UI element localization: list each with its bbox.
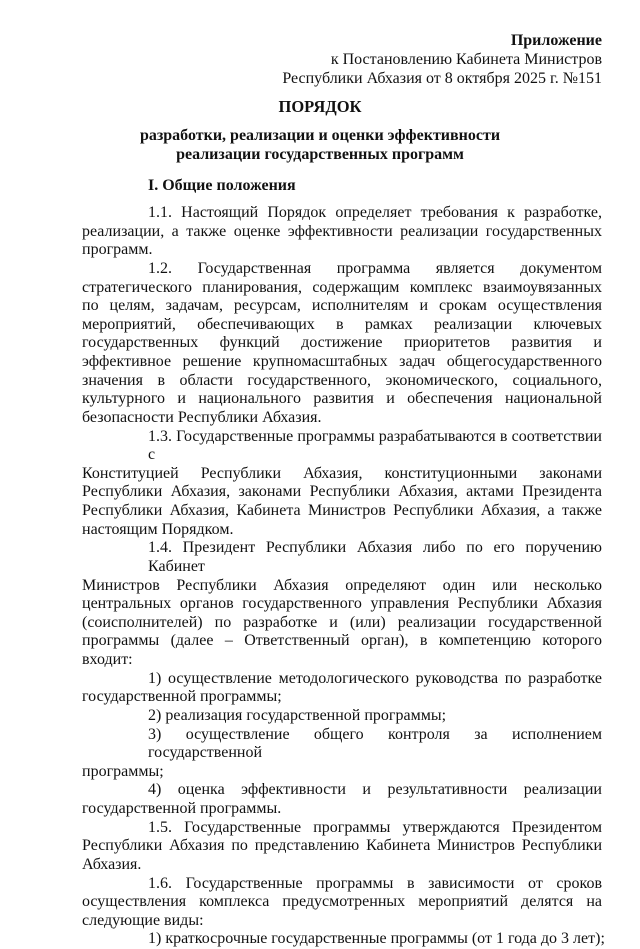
document-subtitle <box>40 126 600 164</box>
paragraph-line: 3) осуществление общего контроля за исполнением государственной <box>148 725 602 762</box>
paragraph-line: по целям, задачам, ресурсам, исполнителям и срокам осуществления <box>82 297 602 315</box>
paragraph-line: стратегического планирования, содержащим комплекс взаимоувязанных <box>82 278 602 296</box>
appendix-line: к Постановлению Кабинета Министров <box>330 51 602 68</box>
paragraph-line: 2) реализация государственной программы; <box>148 706 447 724</box>
paragraph-line: центральных органов государственного управления Республики Абхазия <box>82 595 602 613</box>
paragraph-line: значения в области государственного, экономического, социального, <box>82 371 602 389</box>
paragraph-line: мероприятий, обеспечивающих в рамках реализации ключевых <box>82 315 602 333</box>
paragraph-line: настоящим Порядком. <box>82 520 234 538</box>
subtitle-line: разработки, реализации и оценки эффективности <box>139 127 501 144</box>
paragraph-line: 1) осуществление методологического руководства по разработке <box>148 669 602 687</box>
paragraph-line: государственной программы. <box>82 800 282 817</box>
paragraph <box>82 875 602 931</box>
paragraph <box>82 204 602 260</box>
appendix-header <box>282 31 602 88</box>
paragraph-line: 1.4. Президент Республики Абхазия либо по его поручению Кабинет <box>148 539 602 575</box>
paragraph-line: (соисполнителей) по разработке и (или) реализации государственной <box>82 613 602 631</box>
paragraph-line: Республики Абхазия, законами Республики Абхазия, актами Президента <box>82 483 602 501</box>
paragraph-line: Республики Абхазия по представлению Кабинета Министров Республики <box>82 837 602 855</box>
paragraph-line: эффективное решение крупномасштабных задач общегосударственного <box>82 353 602 370</box>
paragraph-line: 1.6. Государственные программы в зависимости от сроков <box>148 874 602 892</box>
paragraph-line: реализации, а также оценке эффективности реализации государственных <box>82 222 602 240</box>
paragraph <box>82 726 602 782</box>
document-title: ПОРЯДОК <box>278 97 362 116</box>
subtitle-line: реализации государственных программ <box>176 146 464 163</box>
paragraph <box>82 930 605 949</box>
paragraph-line: следующие виды: <box>82 911 204 929</box>
paragraph-line: государственной программы; <box>82 688 282 706</box>
paragraph-line: 1.2. Государственная программа является документом <box>148 259 602 277</box>
paragraph-line: осуществления комплекса предусмотренных мероприятий делятся на <box>82 893 602 911</box>
paragraph-line: входит: <box>82 651 133 668</box>
paragraph <box>82 260 602 428</box>
paragraph-line: Абхазия. <box>82 855 142 873</box>
paragraph-line: Министров Республики Абхазия определяют один или несколько <box>82 576 602 594</box>
document-body <box>82 204 605 949</box>
paragraph-line: Республики Абхазия, Кабинета Министров Республики Абхазия, а также <box>82 502 602 519</box>
paragraph-line: безопасности Республики Абхазия. <box>82 408 322 426</box>
appendix-line: Республики Абхазия от 8 октября 2025 г. №151 <box>282 70 602 87</box>
section-heading: I. Общие положения <box>148 177 296 194</box>
paragraph <box>82 819 602 875</box>
paragraph-line: программы (далее – Ответственный орган), в компетенцию которого <box>82 632 602 650</box>
paragraph-line: 1.1. Настоящий Порядок определяет требования к разработке, <box>148 204 602 221</box>
paragraph-line: государственных функций достижение приоритетов развития и <box>82 334 602 352</box>
appendix-label: Приложение <box>510 32 602 49</box>
paragraph-line: 4) оценка эффективности и результативности реализации <box>148 781 602 799</box>
paragraph <box>82 428 602 540</box>
paragraph-line: 1) краткосрочные государственные программы (от 1 года до 3 лет); <box>148 930 605 948</box>
paragraph <box>82 670 602 707</box>
paragraph-line: культурного и национального развития и обеспечения национальной <box>82 390 602 408</box>
paragraph <box>82 539 602 669</box>
paragraph <box>82 781 602 818</box>
paragraph-line: 1.5. Государственные программы утверждаются Президентом <box>148 818 602 836</box>
paragraph-line: программ. <box>82 241 153 259</box>
paragraph <box>82 707 602 726</box>
paragraph-line: 1.3. Государственные программы разрабатываются в соответствии с <box>148 427 602 464</box>
paragraph-line: программы; <box>82 762 164 780</box>
paragraph-line: Конституцией Республики Абхазия, конституционными законами <box>82 464 602 482</box>
